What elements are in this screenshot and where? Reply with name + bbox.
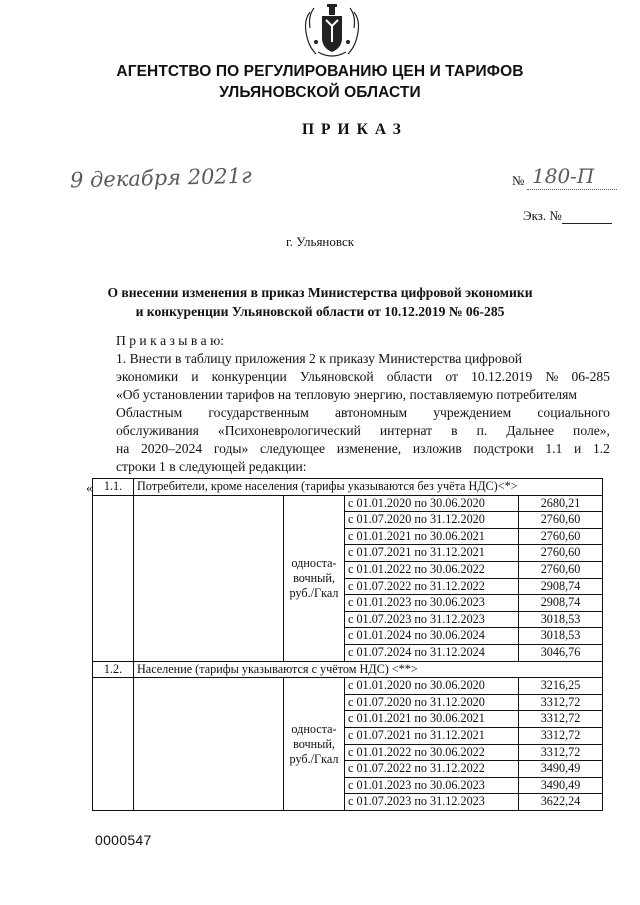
body-word: поле», [573,423,610,438]
number-underline [527,189,617,190]
document-serial-number: 0000547 [95,832,152,848]
body-word: 06-285 [571,369,610,384]
tariff-period: с 01.07.2020 по 31.12.2020 [345,694,519,711]
section-heading: Потребители, кроме населения (тарифы указываются без учёта НДС)<*> [134,479,603,496]
number-prefix: № [512,173,525,188]
body-word: подстроки [473,441,534,456]
tariff-value: 2908,74 [519,595,603,612]
tariff-period: с 01.01.2022 по 30.06.2022 [345,744,519,761]
tariff-period: с 01.07.2023 по 31.12.2023 [345,794,519,811]
body-word: изложив [412,441,462,456]
tariff-period: с 01.01.2020 по 30.06.2020 [345,678,519,695]
section-number: 1.1. [93,479,134,496]
body-word: № [545,369,559,384]
tariff-period: с 01.07.2023 по 31.12.2023 [345,611,519,628]
body-word: на [116,441,130,456]
order-title-line2: и конкуренции Ульяновской области от 10.12.2019 № 06-285 [135,304,505,319]
tariff-value: 3312,72 [519,744,603,761]
body-word: экономики [116,369,179,384]
tariff-period: с 01.07.2022 по 31.12.2022 [345,761,519,778]
tariff-value: 3216,25 [519,678,603,695]
body-word: социального [537,405,610,420]
copy-number-label [523,208,612,224]
body-word: 2020–2024 [140,441,203,456]
body-line [116,440,610,458]
agency-name [0,61,640,103]
body-word: автономным [335,405,408,420]
section-heading: Население (тарифы указываются с учётом НДС) <**> [134,661,603,678]
body-word: строки 1 в следующей редакции: [116,459,307,474]
body-word: 1.1 [545,441,563,456]
order-word: П р и к а з ы в а ю: [116,333,224,348]
section-heading-row [93,661,603,678]
order-title [0,283,640,321]
body-word: и [574,441,582,456]
body-line [116,368,610,386]
tariff-value: 3018,53 [519,611,603,628]
tariff-value: 2908,74 [519,578,603,595]
agency-name-line1: АГЕНТСТВО ПО РЕГУЛИРОВАНИЮ ЦЕН И ТАРИФОВ [116,63,524,80]
section-heading-row [93,479,603,496]
body-line [116,404,610,422]
handwritten-number: 180-П [532,164,595,188]
body-word: государственным [208,405,309,420]
body-word: следующее [260,441,326,456]
tariff-value: 3622,24 [519,794,603,811]
body-word: области [386,369,433,384]
body-line [116,458,610,476]
tariff-period: с 01.07.2022 по 31.12.2022 [345,578,519,595]
section-number: 1.2. [93,661,134,678]
body-line [116,422,610,440]
table-row [93,678,603,695]
body-word: учреждением [433,405,512,420]
tariff-value: 3312,72 [519,727,603,744]
tariff-value: 2760,60 [519,512,603,529]
tariff-period: с 01.01.2021 по 30.06.2021 [345,711,519,728]
empty-cell [93,495,134,661]
tariff-period: с 01.01.2024 по 30.06.2024 [345,628,519,645]
handwritten-date: 9 декабря 2021г [69,163,253,193]
body-word: от [445,369,458,384]
coat-of-arms-emblem [296,2,368,60]
tariff-period: с 01.07.2024 по 31.12.2024 [345,644,519,661]
tariff-period: с 01.01.2021 по 30.06.2021 [345,528,519,545]
document-type-heading: ПРИКАЗ [302,121,408,138]
empty-cell [134,678,284,811]
tariff-value: 3312,72 [519,694,603,711]
tariff-value: 2760,60 [519,545,603,562]
body-word: «Психоневрологический [217,423,361,438]
tariff-value: 2760,60 [519,528,603,545]
body-word: 1. Внести в таблицу приложения 2 к приказу Министерства цифровой [116,351,523,366]
tariff-unit: односта-вочный, руб./Гкал [284,495,345,661]
city-name: г. Ульяновск [285,234,355,249]
body-word: и [191,369,199,384]
tariff-period: с 01.07.2020 по 31.12.2020 [345,512,519,529]
copy-label: Экз. № [523,208,562,223]
tariff-value: 3018,53 [519,628,603,645]
tariff-value: 3490,49 [519,761,603,778]
body-word: обслуживания [116,423,199,438]
body-word: Областным [116,405,183,420]
body-word: 1.2 [592,441,610,456]
agency-name-line2: УЛЬЯНОВСКОЙ ОБЛАСТИ [219,84,421,101]
tariff-value: 2680,21 [519,495,603,512]
tariff-table [92,478,603,811]
table-row [93,495,603,512]
body-word: «Об установлении тарифов на тепловую энергию, поставляемую потребителям [116,387,577,402]
empty-cell [93,678,134,811]
tariff-unit: односта-вочный, руб./Гкал [284,678,345,811]
tariff-value: 2760,60 [519,561,603,578]
order-title-line1: О внесении изменения в приказ Министерства цифровой экономики [107,285,533,300]
body-word: интернат [379,423,433,438]
body-word: конкуренции [211,369,287,384]
tariff-value: 3312,72 [519,711,603,728]
tariff-period: с 01.01.2022 по 30.06.2022 [345,561,519,578]
table-open-quote: « [86,480,93,495]
body-line [116,350,610,368]
tariff-value: 3046,76 [519,644,603,661]
body-word: годы» [213,441,249,456]
tariff-value: 3490,49 [519,777,603,794]
body-word: в [451,423,458,438]
body-word: Дальнее [506,423,555,438]
body-line [116,386,610,404]
body-word: п. [476,423,488,438]
body-word: Ульяновской [299,369,374,384]
tariff-period: с 01.07.2021 по 31.12.2021 [345,545,519,562]
tariff-period: с 01.07.2021 по 31.12.2021 [345,727,519,744]
body-word: изменение, [336,441,402,456]
tariff-period: с 01.01.2020 по 30.06.2020 [345,495,519,512]
tariff-period: с 01.01.2023 по 30.06.2023 [345,595,519,612]
tariff-period: с 01.01.2023 по 30.06.2023 [345,777,519,794]
body-word: 10.12.2019 [471,369,533,384]
order-body-paragraph [116,350,610,476]
empty-cell [134,495,284,661]
